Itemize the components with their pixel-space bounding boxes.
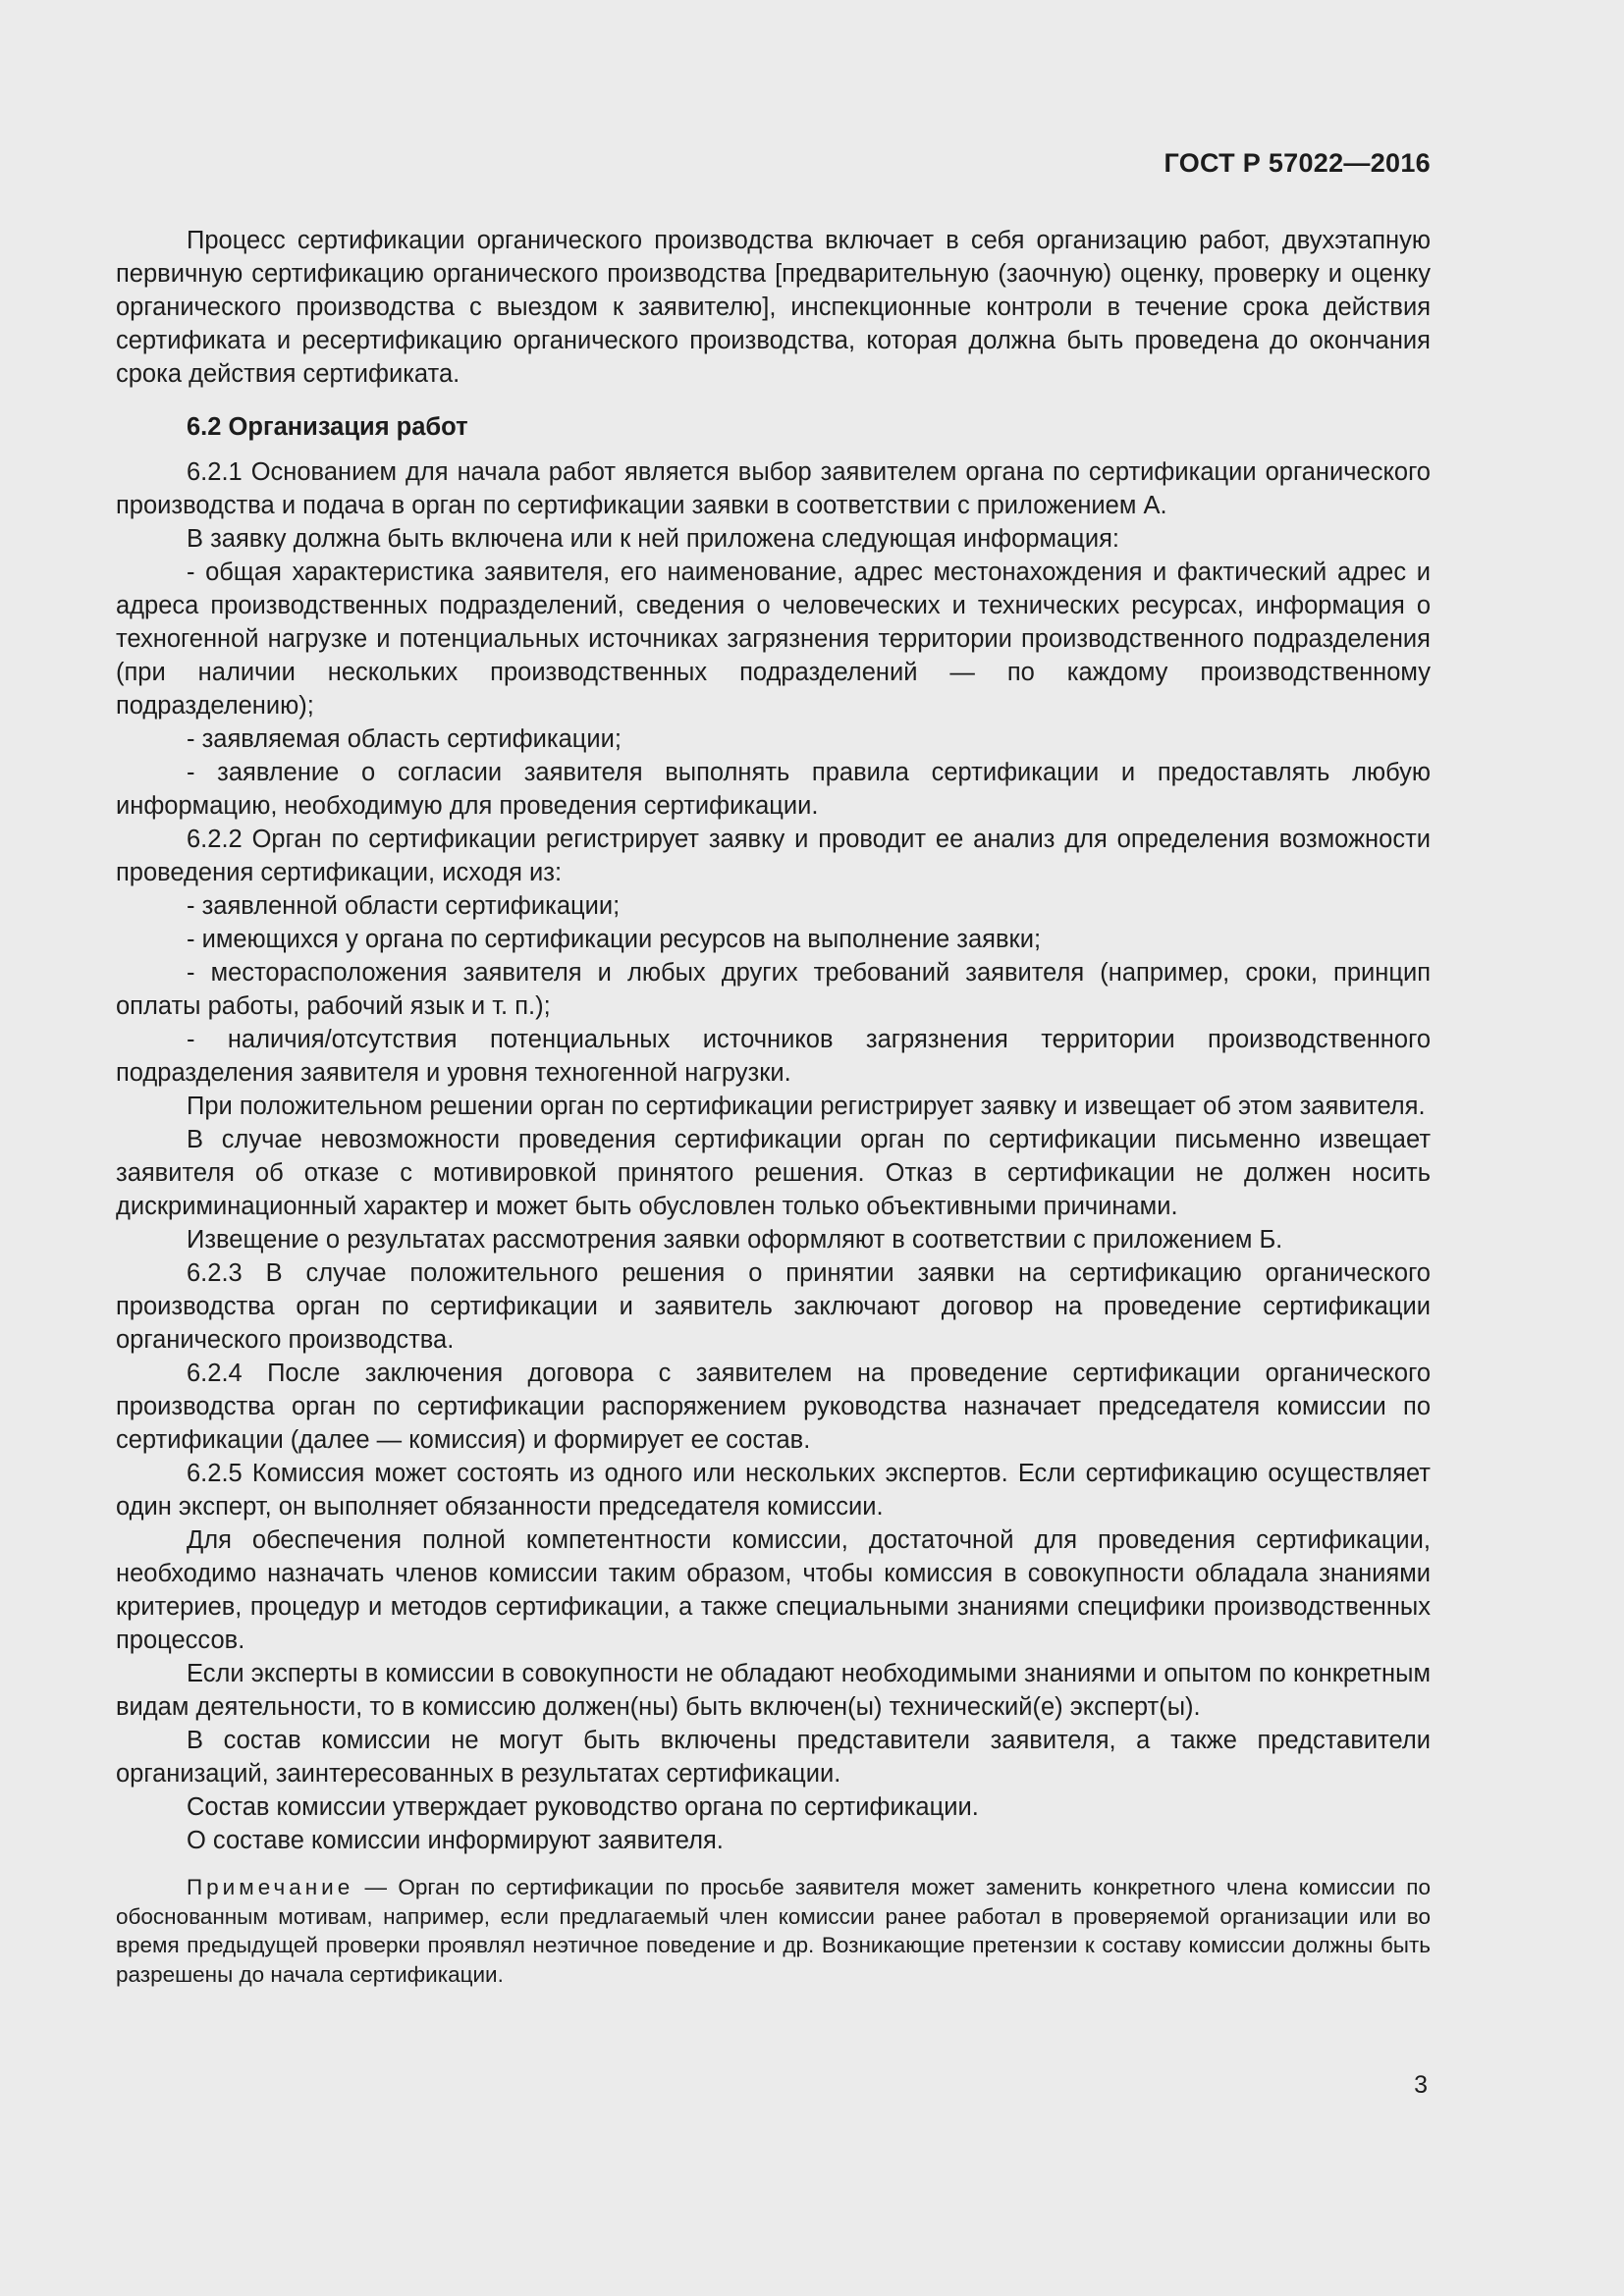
paragraph-refusal: В случае невозможности проведения сертификации орган по сертификации письменно извещает заявителя об отказе с мотивировкой принятого решения. Отказ в сертификации не должен носить дискриминационный характер и может быть обусловлен только объективными причинами. <box>116 1126 1431 1220</box>
page-number: 3 <box>1414 2071 1428 2099</box>
note-label: Примечание <box>187 1875 354 1899</box>
page-body <box>116 224 1431 1989</box>
paragraph-6-2-2: 6.2.2 Орган по сертификации регистрирует заявку и проводит ее анализ для определения возможности проведения сертификации, исходя из: <box>116 826 1431 886</box>
intro-paragraph: Процесс сертификации органического производства включает в себя организацию работ, двухэтапную первичную сертификацию органического производства [предварительную (заочную) оценку, проверку и оценку органического производства с выездом к заявителю], инспекционные контроли в течение срока действия сертификата и ресертификацию органического производства, которая должна быть проведена до окончания срока действия сертификата. <box>116 227 1431 388</box>
list-item-stated-scope: - заявленной области сертификации; <box>187 892 621 920</box>
paragraph-application-contents: В заявку должна быть включена или к ней приложена следующая информация: <box>187 525 1119 553</box>
paragraph-6-2-5: 6.2.5 Комиссия может состоять из одного или нескольких экспертов. Если сертификацию осуществляет один эксперт, он выполняет обязанности председателя комиссии. <box>116 1460 1431 1521</box>
list-item-declared-scope: - заявляемая область сертификации; <box>187 725 622 753</box>
note-block <box>116 1873 1431 1989</box>
document-code-header: ГОСТ Р 57022—2016 <box>1164 148 1431 178</box>
paragraph-competence: Для обеспечения полной компетентности комиссии, достаточной для проведения сертификации, необходимо назначать членов комиссии таким образом, чтобы комиссия в совокупности обладала знаниями критериев, процедур и методов сертификации, а также специальными знаниями специфики производственных процессов. <box>116 1526 1431 1654</box>
list-item-resources: - имеющихся у органа по сертификации ресурсов на выполнение заявки; <box>187 926 1042 953</box>
paragraph-approval: Состав комиссии утверждает руководство органа по сертификации. <box>187 1793 979 1821</box>
list-item-consent-statement: - заявление о согласии заявителя выполнять правила сертификации и предоставлять любую информацию, необходимую для проведения сертификации. <box>116 759 1431 820</box>
note-dash: — <box>353 1875 399 1899</box>
paragraph-inform-applicant: О составе комиссии информируют заявителя. <box>187 1827 724 1854</box>
paragraph-6-2-1: 6.2.1 Основанием для начала работ является выбор заявителем органа по сертификации органического производства и подача в орган по сертификации заявки в соответствии с приложением А. <box>116 458 1431 519</box>
paragraph-6-2-3: 6.2.3 В случае положительного решения о принятии заявки на сертификацию органического производства орган по сертификации и заявитель заключают договор на проведение сертификации органического производства. <box>116 1259 1431 1354</box>
list-item-location-requirements: - месторасположения заявителя и любых других требований заявителя (например, сроки, принцип оплаты работы, рабочий язык и т. п.); <box>116 959 1431 1020</box>
paragraph-exclusions: В состав комиссии не могут быть включены представители заявителя, а также представители организаций, заинтересованных в результатах сертификации. <box>116 1727 1431 1788</box>
list-item-applicant-characteristics: - общая характеристика заявителя, его наименование, адрес местонахождения и фактический адрес и адреса производственных подразделений, сведения о человеческих и технических ресурсах, информация о техногенной нагрузке и потенциальных источниках загрязнения территории производственного подразделения (при наличии нескольких производственных подразделений — по каждому производственному подразделению); <box>116 559 1431 720</box>
list-item-pollution-sources: - наличия/отсутствия потенциальных источников загрязнения территории производственного подразделения заявителя и уровня техногенной нагрузки. <box>116 1026 1431 1087</box>
paragraph-notification: Извещение о результатах рассмотрения заявки оформляют в соответствии с приложением Б. <box>187 1226 1283 1254</box>
section-heading: 6.2 Организация работ <box>187 413 468 441</box>
note-text: Орган по сертификации по просьбе заявителя может заменить конкретного члена комиссии по обоснованным мотивам, например, если предлагаемый член комиссии ранее работал в проверяемой организации или во время предыдущей проверки проявлял неэтичное поведение и др. Возникающие претензии к составу комиссии должны быть разрешены до начала сертификации. <box>116 1875 1431 1987</box>
paragraph-positive-decision: При положительном решении орган по сертификации регистрирует заявку и извещает об этом заявителя. <box>187 1093 1426 1120</box>
paragraph-technical-experts: Если эксперты в комиссии в совокупности не обладают необходимыми знаниями и опытом по конкретным видам деятельности, то в комиссию должен(ны) быть включен(ы) технический(е) эксперт(ы). <box>116 1660 1431 1721</box>
paragraph-6-2-4: 6.2.4 После заключения договора с заявителем на проведение сертификации органического производства орган по сертификации распоряжением руководства назначает председателя комиссии по сертификации (далее — комиссия) и формирует ее состав. <box>116 1360 1431 1454</box>
